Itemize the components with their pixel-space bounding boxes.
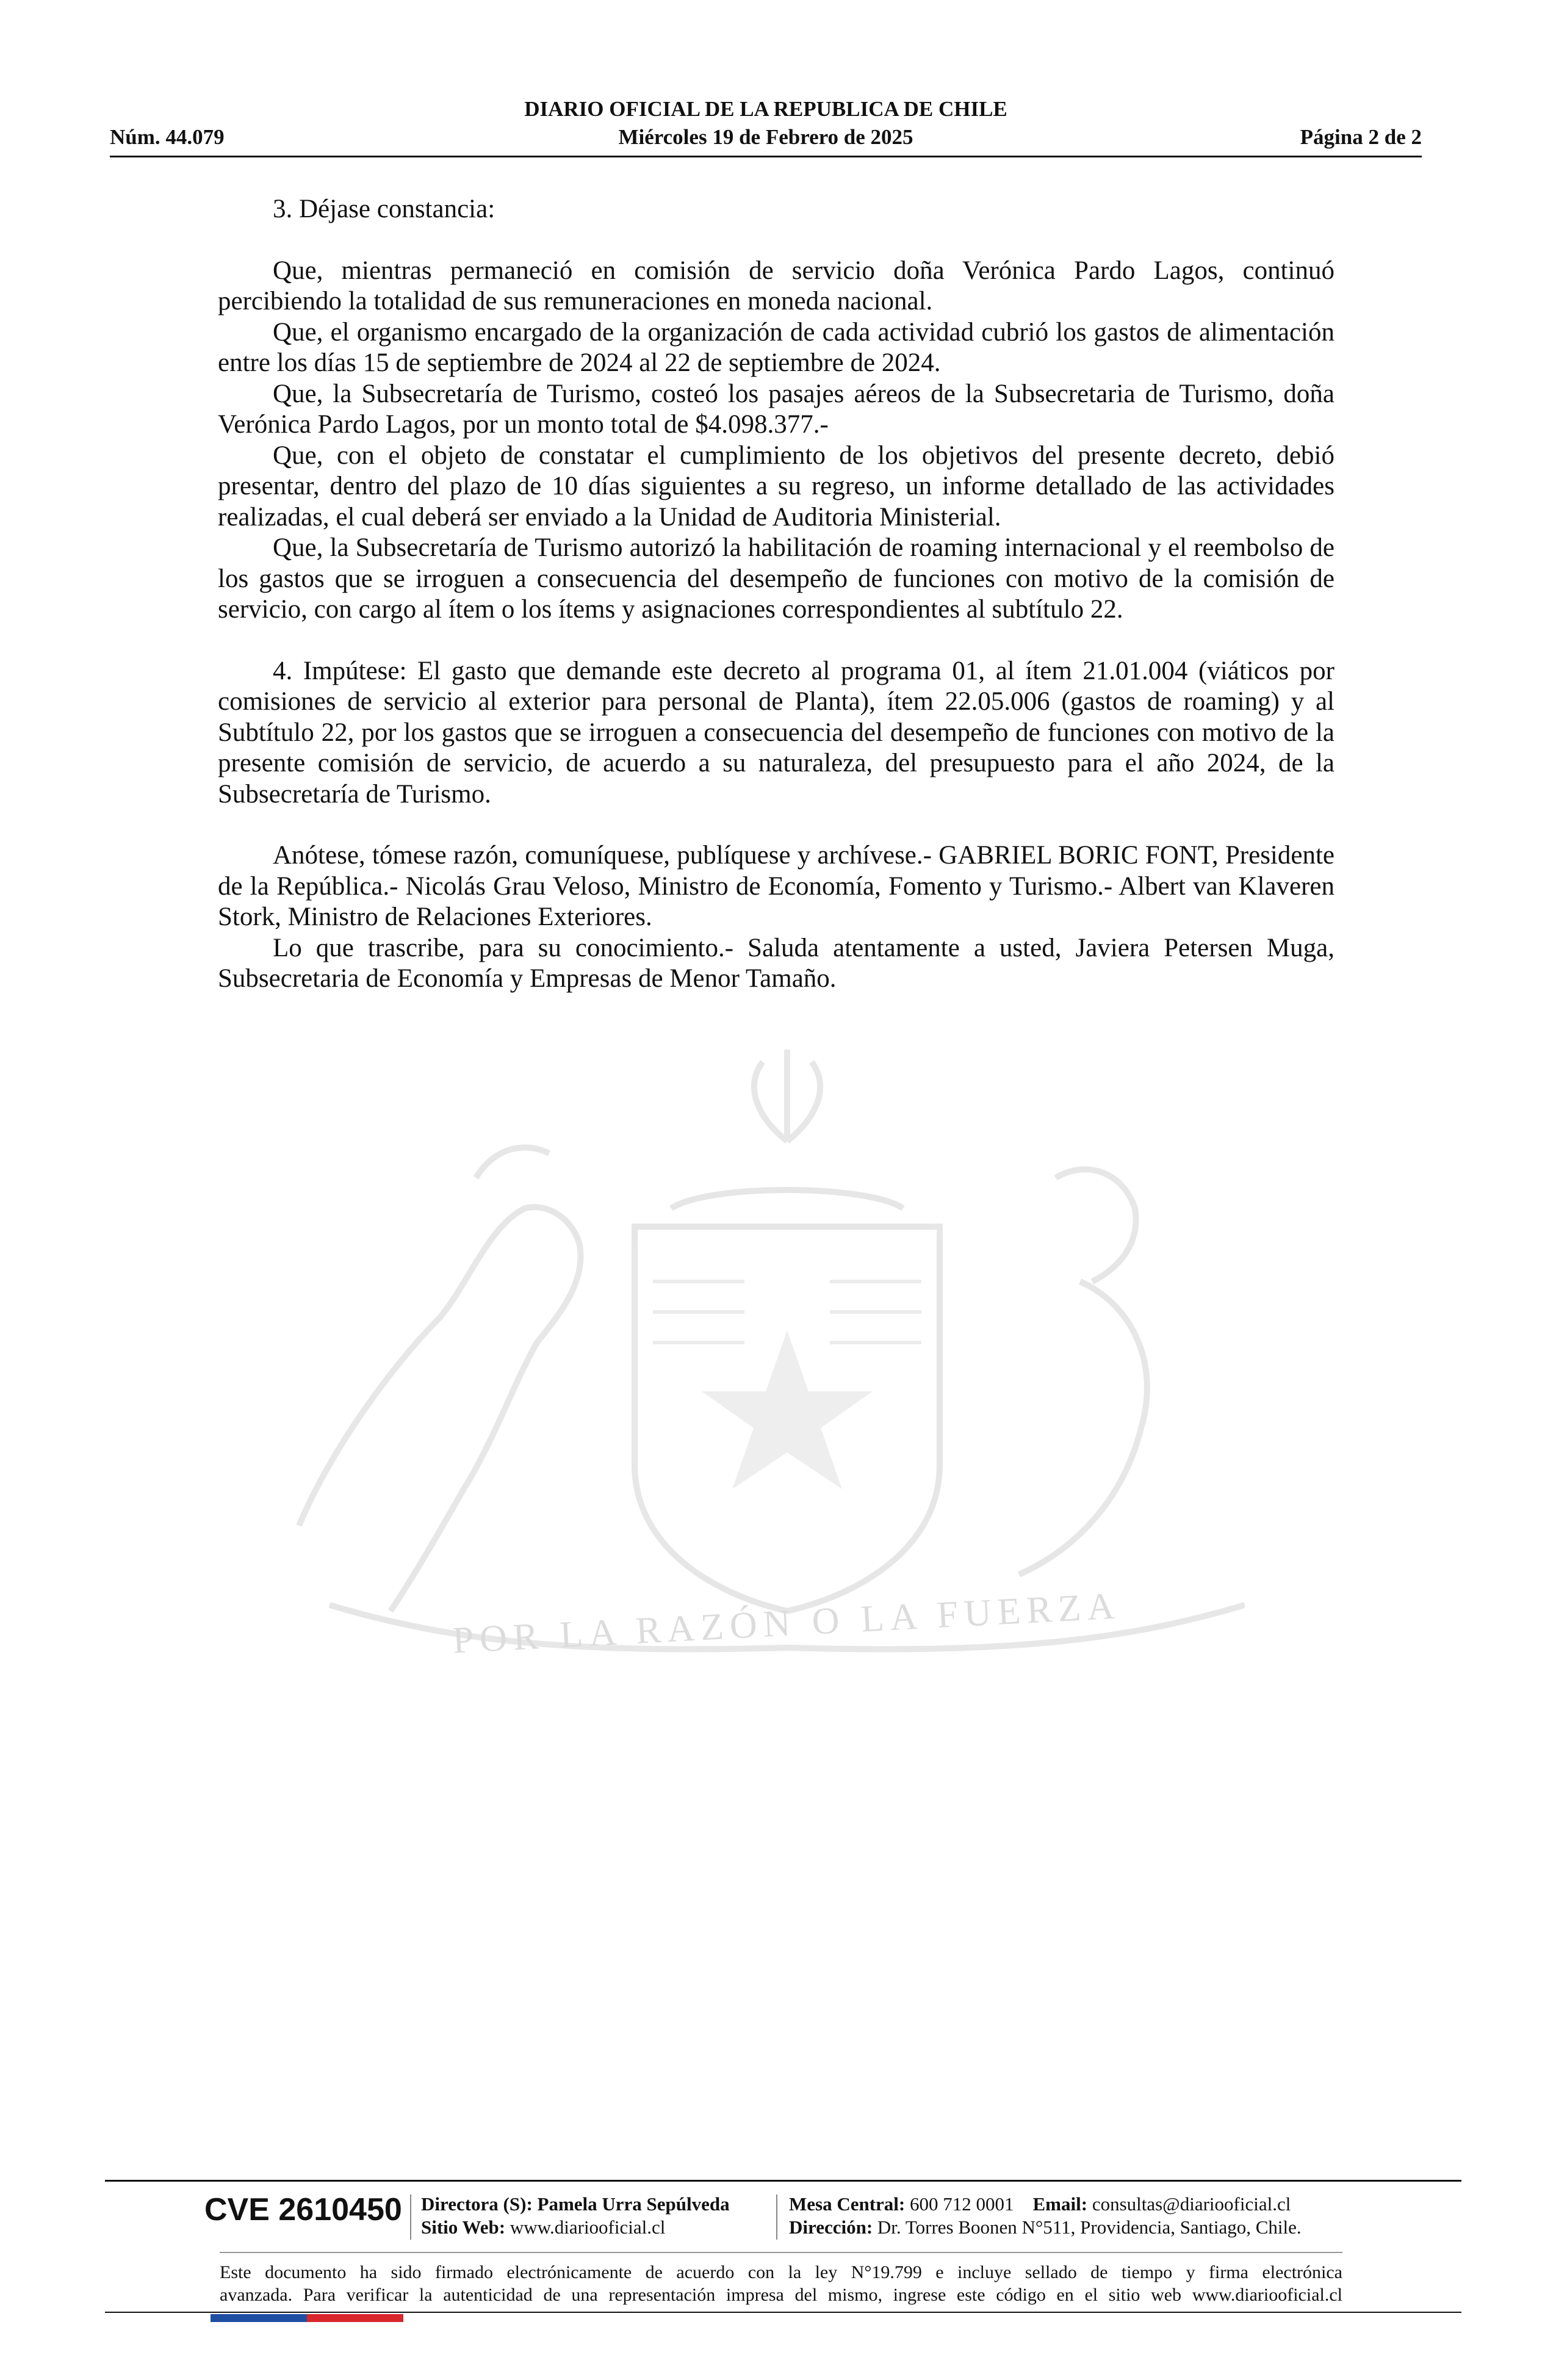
issue-date: Miércoles 19 de Febrero de 2025 [618,125,913,149]
coat-of-arms-watermark [207,1025,1245,1672]
page-header [110,95,1422,156]
header-rule [110,156,1422,157]
paragraph: 3. Déjase constancia: [273,195,495,223]
footer-divider [410,2194,411,2240]
footer-divider [776,2194,777,2240]
footer-rule [105,2180,1461,2182]
address: Dr. Torres Boonen N°511, Providencia, Santiago, Chile. [877,2216,1302,2238]
flag-stripe-red [307,2314,403,2322]
decree-body [218,194,1334,995]
paragraph: Que, el organismo encargado de la organización de cada actividad cubrió los gastos de alimentación entre los días 15 de septiembre de 2024 al 22 de septiembre de 2024. [218,317,1334,377]
footer-contact-left: Directora (S): Pamela Urra Sepúlveda Sitio Web: www.diariooficial.cl [421,2193,730,2238]
footer-bottom-rule [105,2312,1461,2313]
footer-contact-right: Mesa Central: 600 712 0001 Email: consultas@diariooficial.cl Dirección: Dr. Torres Boonen N°511, Providencia, Santiago, Chile. [789,2193,1302,2238]
paragraph: Que, con el objeto de constatar el cumplimiento de los objetivos del presente decreto, debió presentar, dentro del plazo de 10 días siguientes a su regreso, un informe detallado de las actividades realizadas, el cual deberá ser enviado a la Unidad de Auditoria Ministerial. [218,441,1334,532]
paragraph: Que, la Subsecretaría de Turismo, costeó los pasajes aéreos de la Subsecretaria de Turismo, doña Verónica Pardo Lagos, por un monto total de $4.098.377.- [218,379,1334,439]
closing-paragraph: Lo que trascribe, para su conocimiento.- Saluda atentamente a usted, Javiera Petersen Muga, Subsecretaria de Economía y Empresas de Menor Tamaño. [218,933,1334,993]
flag-stripe-blue [211,2314,307,2322]
paragraph: Que, la Subsecretaría de Turismo autorizó la habilitación de roaming internacional y el reembolso de los gastos que se irroguen a consecuencia del desempeño de funciones con motivo de la comisión de servicio, con cargo al ítem o los ítems y asignaciones correspondientes al subtítulo 22. [218,533,1334,624]
cve-code: CVE 2610450 [204,2192,402,2227]
paragraph: 4. Impútese: El gasto que demande este decreto al programa 01, al ítem 21.01.004 (viáticos por comisiones de servicio al exterior para personal de Planta), ítem 22.05.006 (gastos de roaming) y al Subtítulo 22, por los gastos que se irroguen a consecuencia del desempeño de funciones con motivo de la presente comisión de servicio, de acuerdo a su naturaleza, del presupuesto para el año 2024, de la Subsecretaría de Turismo. [218,656,1334,809]
email-link[interactable]: consultas@diariooficial.cl [1092,2193,1291,2215]
electronic-signature-disclaimer: Este documento ha sido firmado electrónicamente de acuerdo con la ley N°19.799 e incluye sellado de tiempo y firma electrónica avanzada. Para verificar la autenticidad de una representación impresa del mismo, ingrese este código en el sitio web www.diariooficial.cl [220,2262,1342,2305]
phone-number: 600 712 0001 [910,2193,1014,2215]
paragraph: Que, mientras permaneció en comisión de servicio doña Verónica Pardo Lagos, continuó percibiendo la totalidad de sus remuneraciones en moneda nacional. [218,256,1334,316]
signature-paragraph: Anótese, tómese razón, comuníquese, publíquese y archívese.- GABRIEL BORIC FONT, Presidente de la República.- Nicolás Grau Veloso, Ministro de Economía, Fomento y Turismo.- Albert van Klaveren Stork, Ministro de Relaciones Exteriores. [218,841,1334,931]
seal-motto: POR LA RAZÓN O LA FUERZA [451,1585,1122,1662]
website-link[interactable]: www.diariooficial.cl [510,2216,666,2238]
director-name: Pamela Urra Sepúlveda [537,2193,730,2215]
page-indicator: Página 2 de 2 [1300,125,1422,149]
newspaper-title: DIARIO OFICIAL DE LA REPUBLICA DE CHILE [524,97,1007,121]
issue-number: Núm. 44.079 [110,125,225,149]
footer-inner-rule [220,2252,1342,2253]
